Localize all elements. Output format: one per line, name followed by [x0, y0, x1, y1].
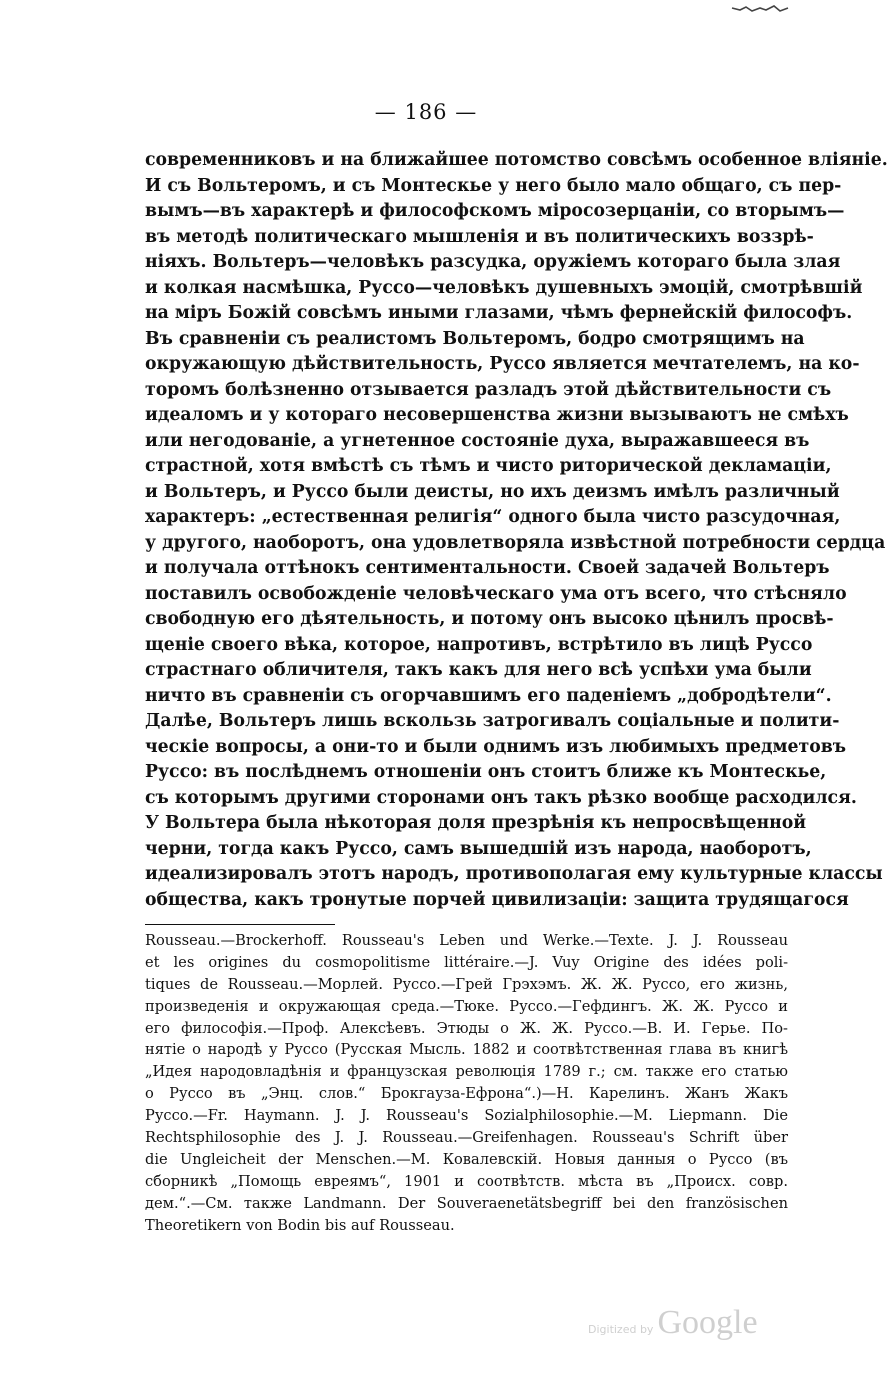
- text-line: торомъ болѣзненно отзывается разладъ этой дѣйствительности съ: [145, 379, 832, 400]
- text-line: Руссо: въ послѣднемъ отношеніи онъ стоитъ ближе къ Монтескье,: [145, 762, 827, 782]
- footnote-line: произведенія и окружающая среда.—Тюке. Руссо.—Гефдингъ. Ж. Ж. Руссо и: [145, 997, 788, 1015]
- text-line: вымъ—въ характерѣ и философскомъ міросозерцаніи, со вторымъ—: [145, 201, 845, 221]
- text-line: ческіе вопросы, а они-то и были однимъ изъ любимыхъ предметовъ: [145, 736, 847, 757]
- text-line: и Вольтеръ, и Руссо были деисты, но ихъ деизмъ имѣлъ различный: [145, 481, 840, 502]
- scan-artifact-mark: [730, 2, 790, 16]
- google-logo: Google: [657, 1304, 758, 1341]
- footnote-line: die Ungleicheit der Menschen.—М. Ковалевскій. Новыя данныя о Руссо (въ: [145, 1150, 788, 1168]
- text-line: ніяхъ. Вольтеръ—человѣкъ разсудка, оружіемъ котораго была злая: [145, 252, 841, 272]
- text-line: современниковъ и на ближайшее потомство совсѣмъ особенное вліяніе.: [145, 150, 888, 170]
- footnote-line: Руссо.—Fr. Haymann. J. J. Rousseau's Sozialphilosophie.—M. Liepmann. Die: [145, 1107, 788, 1125]
- text-line: у другого, наоборотъ, она удовлетворяла извѣстной потребности сердца: [145, 532, 886, 553]
- page-number: — 186 —: [374, 100, 478, 124]
- text-line: на міръ Божій совсѣмъ иными глазами, чѣмъ фернейскій философъ.: [145, 303, 853, 323]
- footnotes: [145, 930, 788, 1236]
- footnote-line: о Руссо въ „Энц. слов.“ Брокгауза-Ефрона“.)—Н. Карелинъ. Жанъ Жакъ: [145, 1085, 788, 1103]
- footnote-line: Rousseau.—Brockerhoff. Rousseau's Leben und Werke.—Texte. J. J. Rousseau: [145, 932, 788, 949]
- text-line: Далѣе, Вольтеръ лишь вскользь затрогивалъ соціальные и полити-: [145, 711, 840, 731]
- text-line: или негодованіе, а угнетенное состояніе духа, выражавшееся въ: [145, 430, 810, 451]
- text-line: И съ Вольтеромъ, и съ Монтескье у него было мало общаго, съ пер-: [145, 175, 842, 196]
- text-line: и колкая насмѣшка, Руссо—человѣкъ душевныхъ эмоцій, смотрѣвшій: [145, 277, 863, 298]
- text-line: щеніе своего вѣка, которое, напротивъ, встрѣтило въ лицѣ Руссо: [145, 634, 813, 655]
- text-line: съ которымъ другими сторонами онъ такъ рѣзко вообще расходился.: [145, 787, 857, 808]
- text-line: У Вольтера была нѣкоторая доля презрѣнія къ непросвѣщенной: [145, 813, 807, 833]
- text-line: окружающую дѣйствительность, Руссо является мечтателемъ, на ко-: [145, 354, 860, 374]
- body-text: [145, 148, 888, 913]
- footnote-line: сборникѣ „Помощь евреямъ“, 1901 и соотвѣтств. мѣста въ „Происх. совр.: [145, 1172, 788, 1190]
- digitized-watermark: [588, 1304, 758, 1342]
- footnote-rule: [145, 924, 335, 925]
- text-line: поставилъ освобожденіе человѣческаго ума отъ всего, что стѣсняло: [145, 583, 847, 604]
- text-line: страстной, хотя вмѣстѣ съ тѣмъ и чисто риторической декламаціи,: [145, 456, 832, 476]
- text-line: ничто въ сравненіи съ огорчавшимъ его паденіемъ „добродѣтели“.: [145, 685, 832, 706]
- footnote-line: et les origines du cosmopolitisme littéraire.—J. Vuy Origine des idées poli-: [145, 953, 788, 971]
- text-line: идеализировалъ этотъ народъ, противополагая ему культурные классы: [145, 864, 883, 884]
- footnote-line: Theoretikern von Bodin bis auf Rousseau.: [145, 1216, 455, 1234]
- text-line: въ методѣ политическаго мышленія и въ политическихъ воззрѣ-: [145, 226, 814, 247]
- text-line: общества, какъ тронутые порчей цивилизаціи: защита трудящагося: [145, 889, 849, 910]
- text-line: и получала оттѣнокъ сентиментальности. Своей задачей Вольтеръ: [145, 558, 830, 578]
- text-line: идеаломъ и у котораго несовершенства жизни вызываютъ не смѣхъ: [145, 405, 849, 425]
- footnote-line: его философія.—Проф. Алексѣевъ. Этюды о Ж. Ж. Руссо.—В. И. Герье. По-: [145, 1019, 788, 1037]
- watermark-prefix: Digitized by: [588, 1323, 654, 1336]
- footnote-line: „Идея народовладѣнія и французская революція 1789 г.; см. также его статью: [145, 1063, 788, 1081]
- footnote-line: Rechtsphilosophie des J. J. Rousseau.—Greifenhagen. Rousseau's Schrift über: [145, 1129, 788, 1147]
- footnote-line: дем.“.—См. также Landmann. Der Souveraenetätsbegriff bei den französischen: [145, 1194, 788, 1212]
- text-line: характеръ: „естественная религія“ одного была чисто разсудочная,: [145, 507, 841, 527]
- text-line: свободную его дѣятельность, и потому онъ высоко цѣнилъ просвѣ-: [145, 609, 834, 629]
- text-line: страстнаго обличителя, такъ какъ для него всѣ успѣхи ума были: [145, 660, 812, 680]
- text-line: Въ сравненіи съ реалистомъ Вольтеромъ, бодро смотрящимъ на: [145, 328, 805, 349]
- footnote-line: нятіе о народѣ у Руссо (Русская Мысль. 1882 и соотвѣтственная глава въ книгѣ: [145, 1041, 788, 1059]
- text-line: черни, тогда какъ Руссо, самъ вышедшій изъ народа, наоборотъ,: [145, 838, 812, 859]
- footnote-line: tiques de Rousseau.—Морлей. Руссо.—Грей Грэхэмъ. Ж. Ж. Руссо, его жизнь,: [145, 975, 788, 993]
